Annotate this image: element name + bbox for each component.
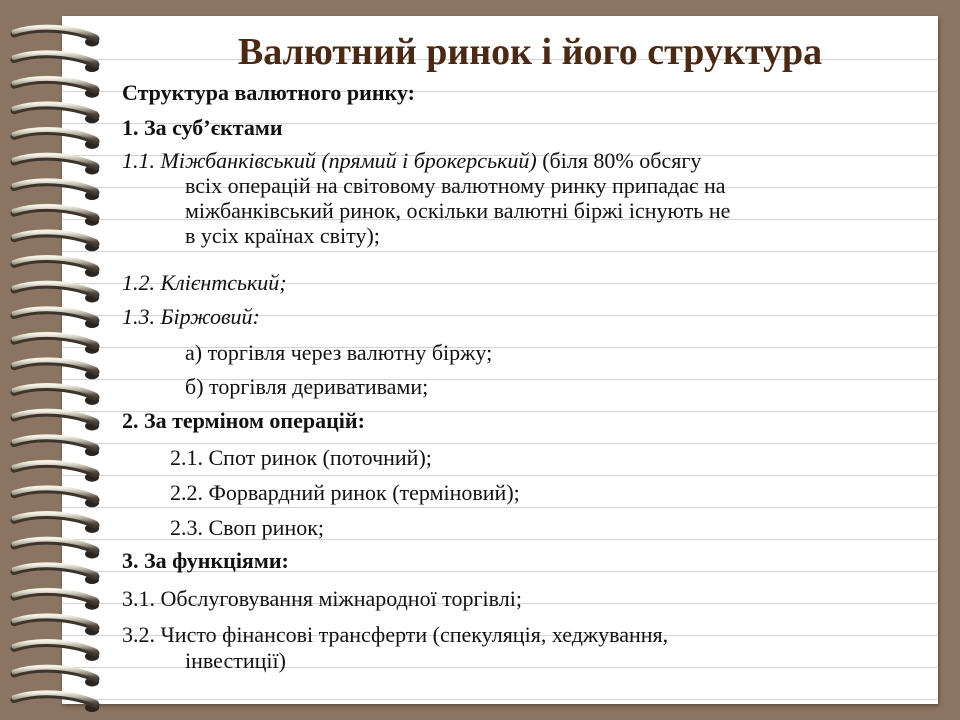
item-3-1: 3.1. Обслуговування міжнародної торгівлі; bbox=[122, 586, 522, 611]
section-1-label: 1. За суб’єктами bbox=[122, 115, 283, 140]
item-1-3: 1.3. Біржовий: bbox=[122, 304, 260, 329]
item-1-3-a: а) торгівля через валютну біржу; bbox=[185, 340, 493, 365]
item-1-1-paragraph bbox=[122, 148, 922, 248]
item-1-1-cont-3: в усіх країнах світу); bbox=[185, 223, 380, 248]
item-3-2-line-2: інвестиції) bbox=[185, 648, 286, 673]
item-2-3: 2.3. Своп ринок; bbox=[170, 515, 325, 540]
item-1-1-italic: 1.1. Міжбанківський (прямий і брокерський) bbox=[122, 148, 537, 173]
structure-heading: Структура валютного ринку: bbox=[122, 80, 415, 105]
item-2-1: 2.1. Спот ринок (поточний); bbox=[170, 445, 432, 470]
item-1-2: 1.2. Клієнтський; bbox=[122, 270, 287, 295]
item-1-3-b: б) торгівля деривативами; bbox=[185, 374, 429, 399]
section-2-label: 2. За терміном операцій: bbox=[122, 408, 365, 433]
section-3-label: 3. За функціями: bbox=[122, 548, 289, 573]
item-2-2: 2.2. Форвардний ринок (терміновий); bbox=[170, 480, 520, 505]
item-1-1-cont-2: міжбанківський ринок, оскільки валютні біржі існують не bbox=[185, 198, 731, 223]
page-title: Валютний ринок і його структура bbox=[237, 31, 823, 73]
item-1-1-cont-1: всіх операцій на світовому валютному ринку припадає на bbox=[185, 173, 726, 198]
item-1-1-text: (біля 80% обсягу bbox=[536, 148, 702, 173]
item-3-2-line-1: 3.2. Чисто фінансові трансферти (спекуляція, хеджування, bbox=[122, 622, 669, 647]
